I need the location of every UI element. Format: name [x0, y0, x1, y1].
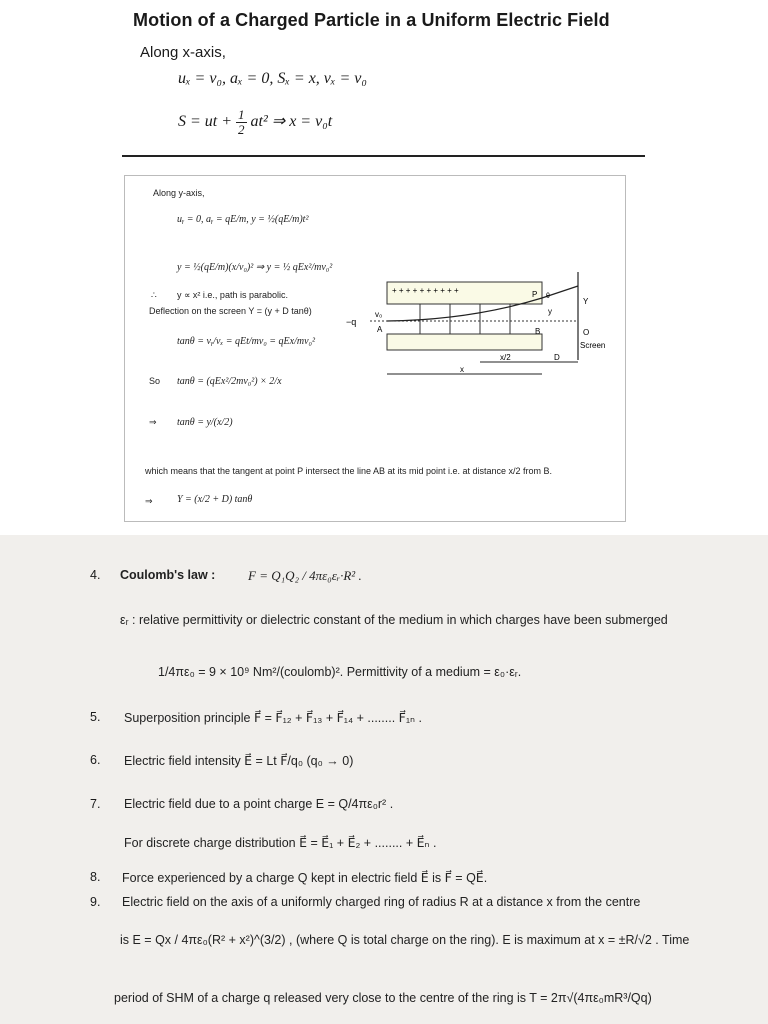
coulomb-formula: F = Q₁Q₂ / 4πε₀εᵣ·R² .: [248, 568, 362, 583]
P-label: P: [532, 290, 538, 299]
D-label: D: [554, 353, 560, 362]
item-number: 6.: [90, 753, 101, 767]
divider: [122, 155, 645, 157]
tan-eq-2: tanθ = (qEx²/2mv₀²) × 2/x: [177, 376, 282, 387]
theta-label: θ: [546, 293, 550, 300]
discrete-text: For discrete charge distribution E⃗ = E⃗₁ + E⃗₂ + ........ + E⃗ₙ .: [124, 836, 437, 850]
y-eq-uy: uᵧ = 0, aᵧ = qE/m, y = ½(qE/m)t²: [177, 214, 309, 225]
y-axis-label: Along y-axis,: [153, 188, 205, 198]
point-charge-text: Electric field due to a point charge E = Q/4πε₀r² .: [124, 797, 394, 811]
y-eq-y: y = ½(qE/m)(x/v₀)² ⇒ y = ½ qEx²/mv₀²: [177, 262, 333, 273]
item-number: 7.: [90, 797, 101, 811]
permittivity-text: εᵣ : relative permittivity or dielectric constant of the medium in which charges have been submerged: [120, 613, 668, 627]
tangent-text: which means that the tangent at point P intersect the line AB at its mid point i.e. at distance x/2 from B.: [145, 466, 553, 476]
x-axis-label: Along x-axis,: [140, 44, 226, 61]
x-eq2-right: at² ⇒ x = v₀t: [250, 112, 333, 130]
x-eq2-left: S = ut +: [178, 112, 237, 130]
x-equation-2: [178, 108, 332, 136]
bottom-plate: [387, 334, 542, 350]
therefore-symbol: ∴: [151, 290, 157, 300]
plate-charges: + + + + + + + + + +: [392, 286, 459, 295]
final-eq: Y = (x/2 + D) tanθ: [177, 494, 253, 505]
implies-1: ⇒: [149, 417, 157, 427]
item-number: 5.: [90, 710, 101, 724]
screen-label: Screen: [580, 341, 606, 350]
implies-2: ⇒: [145, 496, 153, 506]
big-Y-label: Y: [583, 297, 589, 306]
shm-text: period of SHM of a charge q released very close to the centre of the ring is T = 2π√(4πε₀mR³/Qq): [114, 991, 652, 1005]
y-axis-box: [124, 175, 626, 522]
ring-text: Electric field on the axis of a uniformly charged ring of radius R at a distance x from the centre: [122, 895, 641, 909]
tan-eq-1: tanθ = vᵧ/vₓ = qEt/mv₀ = qEx/mv₀²: [177, 336, 315, 347]
tan-eq-3: tanθ = y/(x/2): [177, 417, 233, 428]
v0-label: v₀: [375, 310, 383, 319]
B-label: B: [535, 327, 541, 336]
superposition-text: Superposition principle F⃗ = F⃗₁₂ + F⃗₁₃ + F⃗₁₄ + ........ F⃗₁ₙ .: [124, 711, 422, 725]
half-x-label: x/2: [500, 353, 511, 362]
coulomb-title: Coulomb's law :: [120, 568, 216, 582]
page-title: Motion of a Charged Particle in a Uniform Electric Field: [133, 10, 610, 30]
A-label: A: [377, 325, 383, 334]
ring-formula-text: is E = Qx / 4πε₀(R² + x²)^(3/2) , (where Q is total charge on the ring). E is maximum at x = ±R/√2 . Time: [120, 933, 690, 947]
deflection-diagram: [340, 268, 620, 398]
item-number: 4.: [90, 568, 101, 582]
force-text: Force experienced by a charge Q kept in electric field E⃗ is F⃗ = QE⃗.: [122, 871, 488, 885]
x-eq2-fraction: [236, 108, 247, 136]
item-number: 9.: [90, 895, 101, 909]
x-label: x: [460, 365, 464, 374]
O-label: O: [583, 328, 590, 337]
parabolic-text: y ∝ x² i.e., path is parabolic.: [177, 290, 288, 300]
bottom-section: [0, 535, 768, 1024]
charge-label: −q: [346, 317, 357, 327]
x-eq2-frac-num: 1: [238, 107, 245, 122]
field-intensity-text: Electric field intensity E⃗ = Lt F⃗/q₀ (q₀ → 0): [124, 754, 354, 768]
x-equation-1: uₓ = v₀, aₓ = 0, Sₓ = x, vₓ = v₀: [178, 70, 367, 87]
item-number: 8.: [90, 870, 101, 884]
deflection-text: Deflection on the screen Y = (y + D tanθ): [149, 306, 312, 316]
so-label: So: [149, 376, 161, 386]
small-y-label: y: [548, 307, 552, 316]
x-eq2-frac-den: 2: [238, 121, 245, 137]
constant-text: 1/4πε₀ = 9 × 10⁹ Nm²/(coulomb)². Permittivity of a medium = ε₀·εᵣ.: [158, 665, 522, 679]
